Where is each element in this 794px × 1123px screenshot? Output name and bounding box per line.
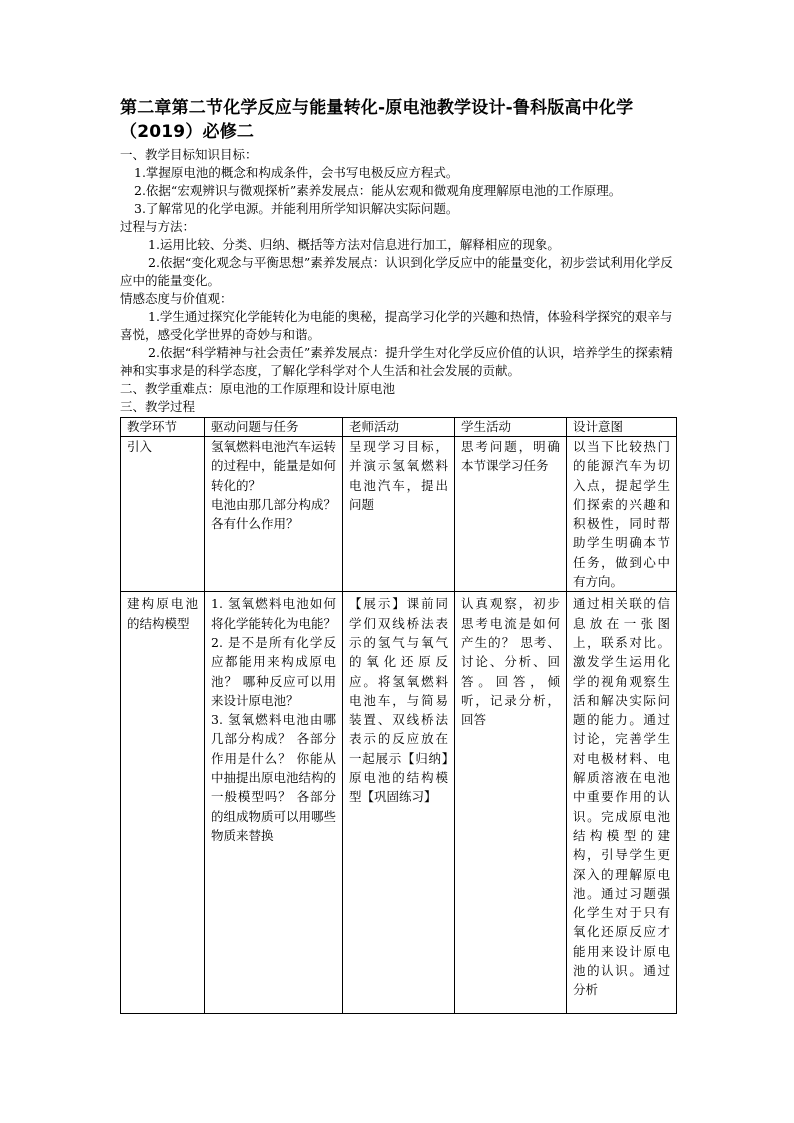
- document-title: 第二章第二节化学反应与能量转化-原电池教学设计-鲁科版高中化学（2019）必修二: [120, 98, 634, 142]
- student-cell: 思考问题，明确本节课学习任务: [455, 437, 567, 592]
- procedure-heading: 三、教学过程: [120, 399, 196, 414]
- task-cell: 1. 氢氧燃料电池如何将化学能转化为电能？ 2. 是不是所有化学反应都能用来构成原电池？ 哪种反应可以用来设计原电池？ 3. 氢氧燃料电池由哪几部分构成？ 各部分作用是什么？ 你能从中抽提出原电池结构的一般模型吗？ 各部分的组成物质可以用哪些物质来替换: [205, 592, 343, 1014]
- column-header: 老师活动: [343, 418, 455, 437]
- teacher-cell: 【展示】课前同学们双线桥法表示的氢气与氧气的氧化还原反应。将氢氧燃料电池车，与简易装置、双线桥法表示的反应放在一起展示【归纳】原电池的结构模型【巩固练习】: [343, 592, 455, 1014]
- column-header: 教学环节: [121, 418, 205, 437]
- intent-cell: 以当下比较热门的能源汽车为切入点，提起学生们探索的兴趣和积极性，同时帮助学生明确本节任务，做到心中有方向。: [567, 437, 677, 592]
- table-row: [121, 437, 677, 592]
- attitude-item-2: 2.依据“科学精神与社会责任”素养发展点：提升学生对化学反应价值的认识，培养学生的探索精神和实事求是的科学态度，了解化学科学对个人生活和社会发展的贡献。: [120, 345, 673, 378]
- task-cell: 氢氧燃料电池汽车运转的过程中，能量是如何转化的？ 电池由那几部分构成？各有什么作用？: [205, 437, 343, 592]
- table-row: [121, 592, 677, 1014]
- stage-cell: 建构原电池的结构模型: [121, 592, 205, 1014]
- column-header: 设计意图: [567, 418, 677, 437]
- knowledge-item-3: 3.了解常见的化学电源。并能利用所学知识解决实际问题。: [134, 201, 459, 216]
- attitude-heading: 情感态度与价值观：: [120, 291, 233, 306]
- goals-heading: 一、教学目标知识目标：: [120, 147, 258, 162]
- knowledge-item-2: 2.依据“宏观辨识与微观探析”素养发展点：能从宏观和微观角度理解原电池的工作原理。: [134, 183, 622, 198]
- attitude-item-1: 1.学生通过探究化学能转化为电能的奥秘，提高学习化学的兴趣和热情，体验科学探究的艰辛与喜悦，感受化学世界的奇妙与和谐。: [120, 309, 673, 342]
- table-header-row: [121, 418, 677, 437]
- stage-cell: 引入: [121, 437, 205, 592]
- intent-cell: 通过相关联的信息放在一张图上，联系对比。激发学生运用化学的视角观察生活和解决实际问题的能力。通过讨论，完善学生对电极材料、电解质溶液在电池中重要作用的认识。完成原电池结构模型的建构，引导学生更深入的理解原电池。通过习题强化学生对于只有氧化还原反应才能用来设计原电池的认识。通过分析: [567, 592, 677, 1014]
- column-header: 学生活动: [455, 418, 567, 437]
- teacher-cell: 呈现学习目标，并演示氢氧燃料电池汽车，提出问题: [343, 437, 455, 592]
- column-header: 驱动问题与任务: [205, 418, 343, 437]
- process-item-2: 2.依据“变化观念与平衡思想”素养发展点：认识到化学反应中的能量变化，初步尝试利用化学反应中的能量变化。: [120, 255, 673, 288]
- teaching-process-table: [120, 417, 677, 1014]
- document-page: [120, 96, 676, 1014]
- process-heading: 过程与方法：: [120, 219, 196, 234]
- knowledge-item-1: 1.掌握原电池的概念和构成条件，会书写电极反应方程式。: [134, 165, 459, 180]
- process-item-1: 1.运用比较、分类、归纳、概括等方法对信息进行加工，解释相应的现象。: [148, 237, 560, 252]
- student-cell: 认真观察，初步思考电流是如何产生的？ 思考、讨论、分析、回答。回答，倾听，记录分析，回答: [455, 592, 567, 1014]
- key-points: 二、教学重难点：原电池的工作原理和设计原电池: [120, 381, 396, 396]
